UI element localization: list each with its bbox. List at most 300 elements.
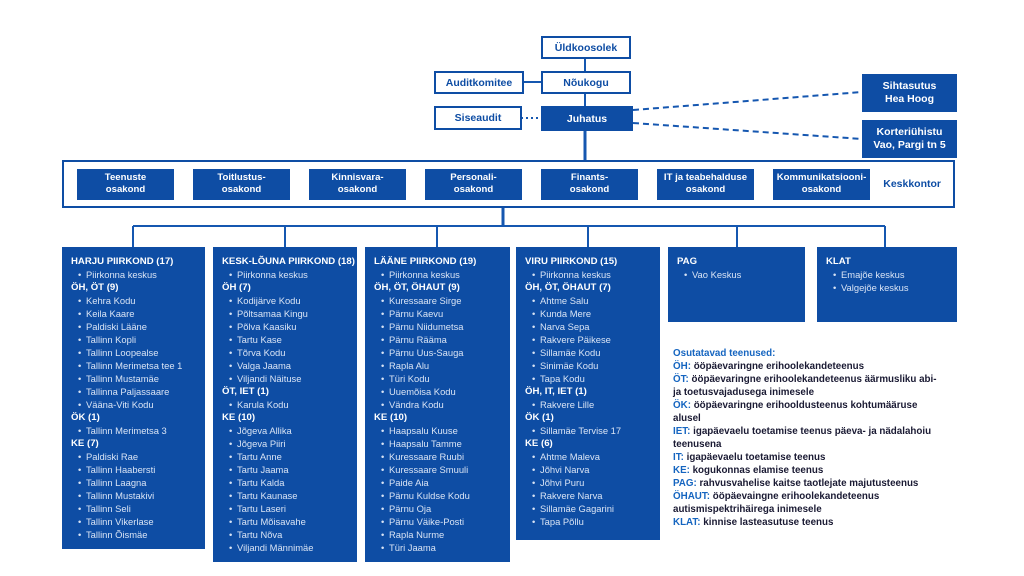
bullet-icon: •: [229, 477, 233, 488]
unit-name: Tallinn Merimetsa 3: [86, 425, 167, 436]
bullet-icon: •: [381, 503, 385, 514]
bullet-icon: •: [532, 490, 536, 501]
unit-name: Haapsalu Kuuse: [389, 425, 458, 436]
bullet-icon: •: [78, 503, 82, 514]
department-label-line: osakond: [569, 184, 610, 195]
unit-name: Vao Keskus: [692, 269, 742, 280]
unit-name: Pärnu Väike-Posti: [389, 516, 465, 527]
unit-list-item: [71, 528, 197, 541]
unit-list-item: [374, 463, 502, 476]
unit-list-item: [71, 307, 197, 320]
bullet-icon: •: [229, 295, 233, 306]
unit-list-item: [374, 437, 502, 450]
unit-list-item: [222, 528, 349, 541]
legend-entry: [673, 425, 941, 451]
bullet-icon: •: [833, 269, 837, 280]
unit-list-item: [374, 320, 502, 333]
service-group-header: ÖH, ÖT, ÖHAUT (9): [374, 282, 460, 293]
bullet-icon: •: [381, 425, 385, 436]
unit-name: Tallinna Paljassaare: [86, 386, 170, 397]
department-label-line: osakond: [453, 184, 494, 195]
department-label-line: osakond: [801, 184, 842, 195]
auditkomitee-label: Auditkomitee: [445, 76, 513, 89]
region-title: LÄÄNE PIIRKOND (19): [374, 256, 477, 267]
legend-entry: [673, 451, 941, 464]
service-group-header: ÖH, ÖT, ÖHAUT (7): [525, 282, 611, 293]
unit-list-item: [222, 333, 349, 346]
bullet-icon: •: [229, 464, 233, 475]
unit-list-item: [222, 359, 349, 372]
legend-title: Osutatavad teenused:: [673, 348, 776, 359]
bullet-icon: •: [381, 386, 385, 397]
juhatus-label: Juhatus: [566, 112, 608, 125]
unit-list-item: [374, 502, 502, 515]
legend-text: kogukonnas elamise teenus: [689, 465, 824, 477]
unit-name: Rakvere Lille: [540, 399, 595, 410]
bullet-icon: •: [229, 321, 233, 332]
unit-list-item: [222, 346, 349, 359]
bullet-icon: •: [532, 464, 536, 475]
bullet-icon: •: [381, 399, 385, 410]
legend-entry: [673, 490, 941, 516]
service-group-header: ÖT, IET (1): [222, 386, 269, 397]
unit-list-item: [71, 515, 197, 528]
bullet-icon: •: [78, 399, 82, 410]
unit-name: Rapla Alu: [389, 360, 430, 371]
unit-list-item: [222, 489, 349, 502]
bullet-icon: •: [78, 516, 82, 527]
unit-name: Türi Jaama: [389, 542, 436, 553]
legend-entry: [673, 360, 941, 373]
service-group-header: ÖK (1): [71, 412, 100, 423]
unit-list-item: [71, 320, 197, 333]
bullet-icon: •: [381, 464, 385, 475]
unit-name: Sillamäe Kodu: [540, 347, 601, 358]
region-title: PAG: [677, 256, 698, 267]
bullet-icon: •: [532, 503, 536, 514]
unit-name: Viljandi Näituse: [237, 373, 302, 384]
bullet-icon: •: [78, 477, 82, 488]
legend-abbr: KE:: [673, 465, 690, 477]
region-box: [213, 247, 357, 562]
bullet-icon: •: [78, 490, 82, 501]
bullet-icon: •: [78, 308, 82, 319]
service-group-header: ÖK (1): [525, 412, 554, 423]
department-label-line: osakond: [337, 184, 378, 195]
unit-name: Valga Jaama: [237, 360, 292, 371]
unit-name: Kunda Mere: [540, 308, 592, 319]
unit-name: Paldiski Lääne: [86, 321, 147, 332]
bullet-icon: •: [229, 529, 233, 540]
bullet-icon: •: [229, 490, 233, 501]
bullet-icon: •: [381, 321, 385, 332]
unit-name: Karula Kodu: [237, 399, 289, 410]
department-box: [77, 169, 174, 200]
bullet-icon: •: [532, 360, 536, 371]
unit-list-item: [222, 320, 349, 333]
unit-list-item: [71, 476, 197, 489]
legend-abbr: ÖT:: [673, 374, 689, 386]
unit-name: Pärnu Kaevu: [389, 308, 444, 319]
unit-name: Uuemõisa Kodu: [389, 386, 456, 397]
unit-list-item: [525, 268, 652, 281]
connector-juhatus-sihtasutus: [633, 92, 862, 110]
unit-name: Paldiski Rae: [86, 451, 139, 462]
legend-abbr: PAG:: [673, 478, 697, 490]
bullet-icon: •: [381, 516, 385, 527]
unit-name: Kuressaare Smuuli: [389, 464, 469, 475]
legend-text: ööpäevaringne erihoolekandeteenus äärmusliku abi- ja toetusvajadusega inimesele: [673, 374, 937, 399]
unit-name: Sillamäe Tervise 17: [540, 425, 622, 436]
bullet-icon: •: [229, 360, 233, 371]
korteriuhistu-line-1: Korteriühistu: [876, 125, 943, 138]
bullet-icon: •: [532, 373, 536, 384]
unit-list-item: [71, 372, 197, 385]
unit-name: Paide Aia: [389, 477, 429, 488]
bullet-icon: •: [532, 399, 536, 410]
department-label-line: IT ja teabehalduse: [663, 172, 748, 184]
legend-text: igapäevaelu toetamise teenus: [683, 452, 826, 464]
unit-list-item: [222, 307, 349, 320]
unit-name: Haapsalu Tamme: [389, 438, 462, 449]
bullet-icon: •: [229, 334, 233, 345]
region-title: HARJU PIIRKOND (17): [71, 256, 174, 267]
unit-name: Tartu Kaunase: [237, 490, 298, 501]
keskkontor-container: [62, 160, 955, 208]
auditkomitee-box: [434, 71, 524, 94]
bullet-icon: •: [78, 347, 82, 358]
bullet-icon: •: [532, 516, 536, 527]
bullet-icon: •: [78, 360, 82, 371]
department-label-line: Toitlustus-: [217, 172, 266, 184]
bullet-icon: •: [229, 542, 233, 553]
unit-list-item: [71, 424, 197, 437]
department-box: [657, 169, 754, 200]
sihtasutus-line-1: Sihtasutus: [882, 79, 937, 92]
unit-list-item: [71, 502, 197, 515]
unit-list-item: [826, 268, 949, 281]
unit-list-item: [71, 398, 197, 411]
region-box: [516, 247, 660, 540]
unit-name: Tartu Mõisavahe: [237, 516, 306, 527]
department-label-line: Finants-: [570, 172, 609, 184]
unit-list-item: [374, 346, 502, 359]
unit-list-item: [222, 372, 349, 385]
services-legend: [673, 347, 941, 529]
unit-name: Kehra Kodu: [86, 295, 136, 306]
service-group-header: ÖH, ÖT (9): [71, 282, 119, 293]
unit-name: Tallinn Kopli: [86, 334, 137, 345]
unit-list-item: [374, 541, 502, 554]
unit-list-item: [374, 450, 502, 463]
department-row: [77, 162, 870, 206]
bullet-icon: •: [381, 360, 385, 371]
unit-list-item: [222, 437, 349, 450]
unit-name: Rapla Nurme: [389, 529, 445, 540]
unit-list-item: [374, 372, 502, 385]
department-box: [541, 169, 638, 200]
unit-name: Sinimäe Kodu: [540, 360, 599, 371]
legend-text: ööpäevaingne erihoolekandeteenus autismispektrihäirega inimesele: [673, 491, 880, 516]
department-label-line: Personali-: [450, 172, 497, 184]
service-group-header: KE (10): [374, 412, 408, 423]
unit-name: Vändra Kodu: [389, 399, 444, 410]
bullet-icon: •: [381, 347, 385, 358]
bullet-icon: •: [532, 321, 536, 332]
siseaudit-label: Siseaudit: [454, 112, 502, 124]
unit-name: Kuressaare Sirge: [389, 295, 462, 306]
korteriuhistu-box: [862, 120, 957, 158]
legend-text: ööpäevaringne erihooldusteenus kohtumääruse alusel: [673, 400, 918, 425]
bullet-icon: •: [229, 516, 233, 527]
bullet-icon: •: [381, 490, 385, 501]
unit-name: Viljandi Männimäe: [237, 542, 314, 553]
unit-list-item: [222, 424, 349, 437]
uldkoosolek-label: Üldkoosolek: [554, 41, 618, 54]
bullet-icon: •: [381, 542, 385, 553]
unit-name: Ahtme Salu: [540, 295, 589, 306]
unit-name: Narva Sepa: [540, 321, 590, 332]
unit-name: Tallinn Mustakivi: [86, 490, 155, 501]
legend-entry: [673, 464, 941, 477]
legend-text: rahvusvahelise kaitse taotlejate majutusteenus: [696, 478, 919, 490]
bullet-icon: •: [381, 477, 385, 488]
legend-text: kinnise lasteasutuse teenus: [700, 517, 834, 529]
unit-name: Emajõe keskus: [841, 269, 905, 280]
region-title: KESK-LÕUNA PIIRKOND (18): [222, 256, 355, 267]
unit-name: Piirkonna keskus: [540, 269, 611, 280]
unit-name: Tartu Jaama: [237, 464, 289, 475]
department-box: [309, 169, 406, 200]
bullet-icon: •: [381, 529, 385, 540]
bullet-icon: •: [78, 451, 82, 462]
unit-name: Pärnu Oja: [389, 503, 432, 514]
bullet-icon: •: [229, 373, 233, 384]
unit-list-item: [374, 398, 502, 411]
department-label-line: osakond: [105, 184, 146, 195]
unit-name: Pärnu Kuldse Kodu: [389, 490, 470, 501]
unit-name: Piirkonna keskus: [389, 269, 460, 280]
bullet-icon: •: [229, 347, 233, 358]
bullet-icon: •: [78, 464, 82, 475]
unit-list-item: [525, 424, 652, 437]
bullet-icon: •: [532, 451, 536, 462]
unit-name: Jõhvi Narva: [540, 464, 590, 475]
legend-abbr: ÖH:: [673, 361, 691, 373]
department-label-line: Kommunikatsiooni-: [776, 172, 867, 184]
bullet-icon: •: [78, 334, 82, 345]
unit-name: Tallinn Vikerlase: [86, 516, 154, 527]
unit-list-item: [374, 307, 502, 320]
unit-list-item: [71, 489, 197, 502]
unit-name: Tõrva Kodu: [237, 347, 286, 358]
region-box: [62, 247, 205, 549]
keskkontor-label: Keskkontor: [883, 178, 941, 190]
unit-name: Türi Kodu: [389, 373, 430, 384]
unit-list-item: [222, 463, 349, 476]
unit-list-item: [222, 450, 349, 463]
legend-text: ööpäevaringne erihoolekandeteenus: [690, 361, 865, 373]
unit-list-item: [374, 359, 502, 372]
unit-name: Tallinn Loopealse: [86, 347, 159, 358]
unit-name: Rakvere Päikese: [540, 334, 611, 345]
bullet-icon: •: [381, 451, 385, 462]
service-group-header: ÖH, IT, IET (1): [525, 386, 587, 397]
unit-list-item: [677, 268, 797, 281]
bullet-icon: •: [381, 334, 385, 345]
unit-name: Pärnu Uus-Sauga: [389, 347, 464, 358]
noukogu-box: [541, 71, 631, 94]
unit-name: Kodijärve Kodu: [237, 295, 301, 306]
bullet-icon: •: [833, 282, 837, 293]
service-group-header: KE (10): [222, 412, 256, 423]
unit-list-item: [222, 476, 349, 489]
service-group-header: ÖH (7): [222, 282, 251, 293]
bullet-icon: •: [229, 451, 233, 462]
unit-list-item: [374, 294, 502, 307]
juhatus-box: [541, 106, 633, 131]
unit-name: Tapa Kodu: [540, 373, 585, 384]
bullet-icon: •: [78, 269, 82, 280]
unit-list-item: [71, 463, 197, 476]
unit-name: Tartu Nõva: [237, 529, 283, 540]
unit-name: Keila Kaare: [86, 308, 135, 319]
department-label-line: Teenuste: [104, 172, 147, 184]
noukogu-label: Nõukogu: [563, 76, 609, 89]
bullet-icon: •: [229, 425, 233, 436]
unit-list-item: [71, 346, 197, 359]
unit-name: Vääna-Viti Kodu: [86, 399, 154, 410]
unit-name: Ahtme Maleva: [540, 451, 600, 462]
unit-name: Põltsamaa Kingu: [237, 308, 308, 319]
unit-list-item: [374, 515, 502, 528]
unit-list-item: [525, 398, 652, 411]
bullet-icon: •: [532, 334, 536, 345]
bullet-icon: •: [229, 503, 233, 514]
unit-list-item: [525, 359, 652, 372]
unit-name: Kuressaare Ruubi: [389, 451, 465, 462]
unit-list-item: [374, 489, 502, 502]
unit-list-item: [71, 294, 197, 307]
legend-abbr: ÖK:: [673, 400, 691, 412]
region-box: [817, 247, 957, 322]
department-box: [193, 169, 290, 200]
service-group-header: KE (7): [71, 438, 99, 449]
region-title: VIRU PIIRKOND (15): [525, 256, 618, 267]
unit-name: Tartu Anne: [237, 451, 282, 462]
department-label-line: osakond: [221, 184, 262, 195]
bullet-icon: •: [532, 425, 536, 436]
unit-list-item: [525, 320, 652, 333]
unit-name: Piirkonna keskus: [86, 269, 157, 280]
unit-name: Jõgeva Piiri: [237, 438, 286, 449]
connector-juhatus-korteriuhistu: [633, 123, 862, 139]
legend-abbr: IT:: [673, 452, 684, 464]
bullet-icon: •: [229, 399, 233, 410]
unit-name: Tartu Kalda: [237, 477, 285, 488]
bullet-icon: •: [532, 347, 536, 358]
unit-list-item: [374, 528, 502, 541]
unit-list-item: [374, 268, 502, 281]
unit-list-item: [222, 268, 349, 281]
legend-entry: [673, 516, 941, 529]
unit-name: Pärnu Niidumetsa: [389, 321, 464, 332]
unit-list-item: [222, 502, 349, 515]
unit-list-item: [374, 333, 502, 346]
bullet-icon: •: [229, 438, 233, 449]
unit-list-item: [222, 294, 349, 307]
unit-list-item: [525, 502, 652, 515]
bullet-icon: •: [78, 295, 82, 306]
unit-list-item: [71, 268, 197, 281]
bullet-icon: •: [78, 425, 82, 436]
unit-list-item: [525, 294, 652, 307]
unit-list-item: [222, 541, 349, 554]
unit-list-item: [374, 424, 502, 437]
bullet-icon: •: [532, 295, 536, 306]
unit-name: Tallinn Seli: [86, 503, 131, 514]
siseaudit-box: [434, 106, 522, 130]
unit-list-item: [71, 385, 197, 398]
unit-list-item: [222, 515, 349, 528]
unit-list-item: [374, 385, 502, 398]
unit-name: Pärnu Rääma: [389, 334, 447, 345]
unit-list-item: [525, 333, 652, 346]
unit-list-item: [525, 515, 652, 528]
unit-name: Tapa Põllu: [540, 516, 584, 527]
department-box: [773, 169, 870, 200]
bullet-icon: •: [229, 308, 233, 319]
legend-text: igapäevaelu toetamise teenus päeva- ja nädalahoiu teenusena: [673, 426, 932, 451]
unit-name: Piirkonna keskus: [237, 269, 308, 280]
unit-name: Tartu Laseri: [237, 503, 286, 514]
unit-name: Tallinn Mustamäe: [86, 373, 159, 384]
unit-list-item: [525, 450, 652, 463]
bullet-icon: •: [532, 308, 536, 319]
unit-list-item: [525, 372, 652, 385]
bullet-icon: •: [684, 269, 688, 280]
unit-name: Tallinn Haabersti: [86, 464, 156, 475]
unit-list-item: [222, 398, 349, 411]
unit-name: Põlva Kaasiku: [237, 321, 297, 332]
legend-abbr: IET:: [673, 426, 691, 438]
legend-entry: [673, 373, 941, 399]
unit-name: Tallinn Merimetsa tee 1: [86, 360, 183, 371]
unit-name: Tartu Kase: [237, 334, 282, 345]
bullet-icon: •: [381, 438, 385, 449]
bullet-icon: •: [78, 386, 82, 397]
legend-abbr: KLAT:: [673, 517, 701, 529]
bullet-icon: •: [532, 477, 536, 488]
bullet-icon: •: [78, 321, 82, 332]
unit-name: Jõgeva Allika: [237, 425, 292, 436]
department-label-line: osakond: [685, 184, 726, 195]
unit-list-item: [525, 346, 652, 359]
bullet-icon: •: [78, 529, 82, 540]
unit-name: Tallinn Õismäe: [86, 529, 148, 540]
unit-name: Tallinn Laagna: [86, 477, 147, 488]
sihtasutus-line-2: Hea Hoog: [884, 93, 934, 105]
unit-list-item: [525, 463, 652, 476]
unit-list-item: [525, 489, 652, 502]
service-group-header: KE (6): [525, 438, 553, 449]
region-title: KLAT: [826, 256, 851, 267]
unit-list-item: [71, 359, 197, 372]
unit-name: Rakvere Narva: [540, 490, 603, 501]
unit-list-item: [374, 476, 502, 489]
region-box: [365, 247, 510, 562]
unit-list-item: [525, 476, 652, 489]
